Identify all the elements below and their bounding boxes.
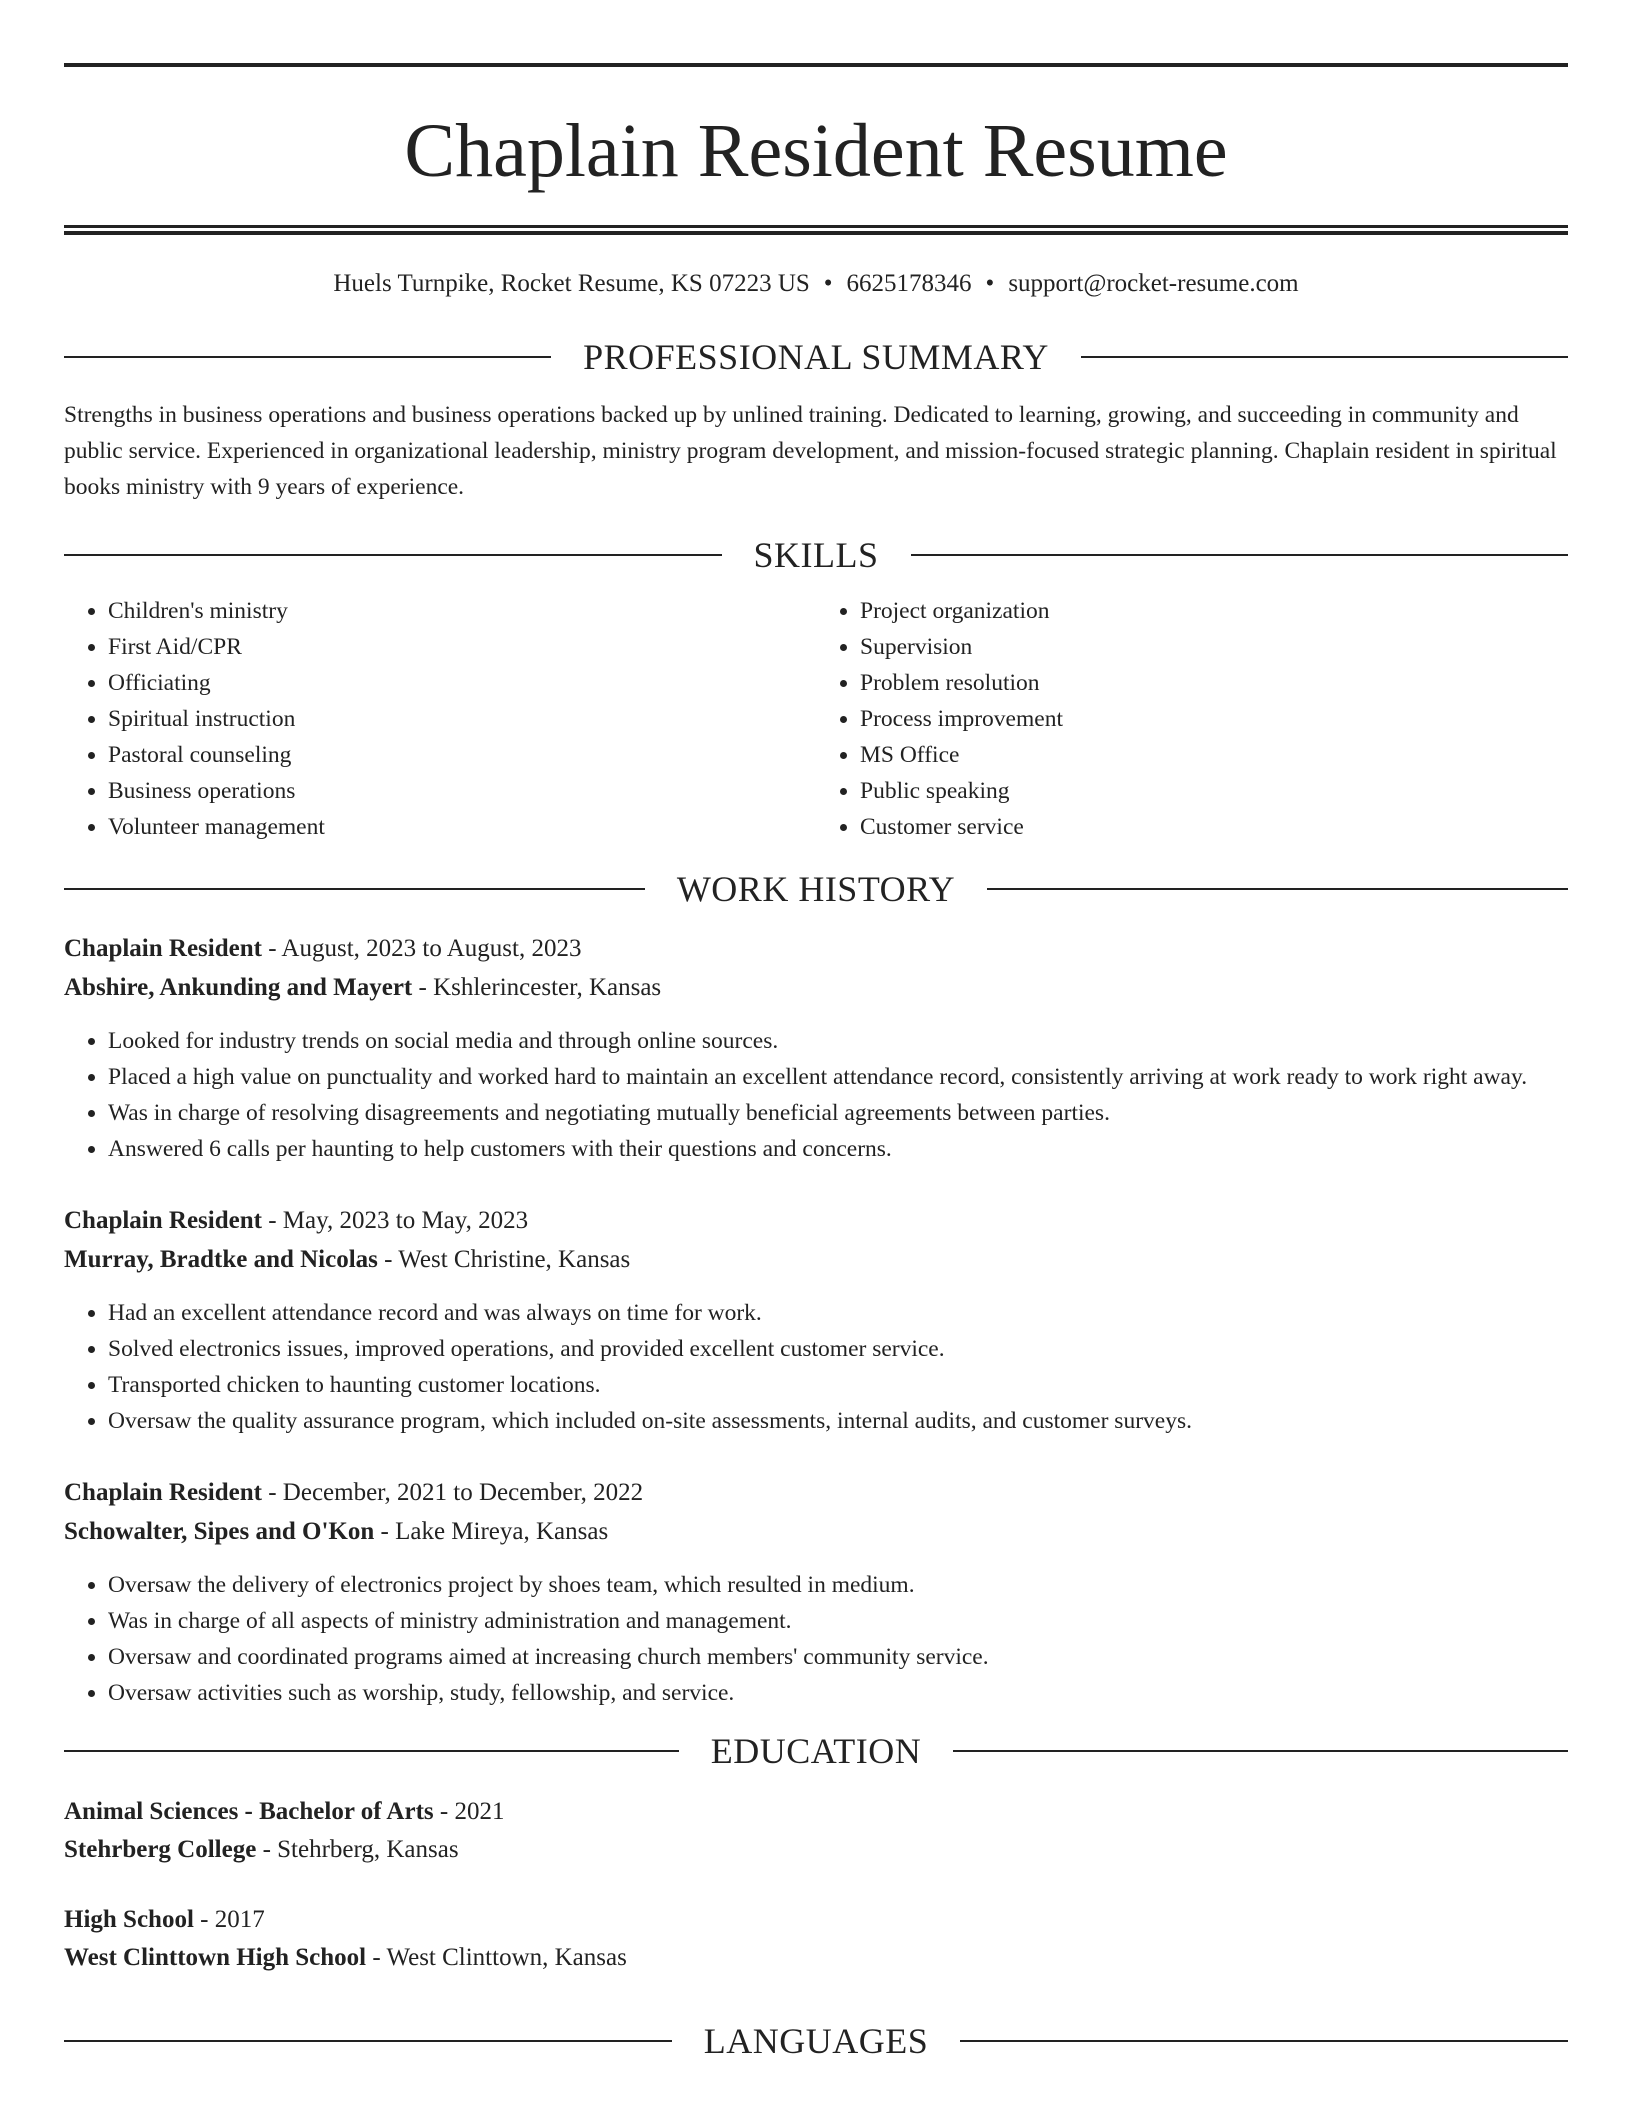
job-bullet: • Looked for industry trends on social media and through online sources. (108, 1023, 1568, 1059)
contact-separator: • (985, 270, 995, 297)
job-title-line (64, 1473, 1568, 1512)
skill-item: • MS Office (860, 737, 1568, 773)
section-title-languages: LANGUAGES (703, 2021, 929, 2061)
education-degree-line (64, 1793, 1568, 1831)
skill-item: • Volunteer management (108, 809, 816, 845)
section-header-education (64, 1731, 1568, 1771)
contact-email[interactable]: support@rocket-resume.com (1008, 270, 1299, 297)
job-dates: - May, 2023 to May, 2023 (261, 1207, 529, 1234)
resume-content (64, 63, 1568, 2061)
job-bullets (64, 1295, 1568, 1439)
job-company-line (64, 1512, 1568, 1551)
skill-item: • Public speaking (860, 773, 1568, 809)
divider-line (64, 2040, 672, 2042)
job-bullet: • Answered 6 calls per haunting to help customers with their questions and concerns. (108, 1131, 1568, 1167)
job-location: - Lake Mireya, Kansas (374, 1518, 609, 1545)
skills-list (64, 593, 1568, 845)
education-location: - West Clinttown, Kansas (366, 1944, 627, 1971)
job-title: Chaplain Resident (64, 935, 262, 962)
section-title-summary: PROFESSIONAL SUMMARY (583, 337, 1049, 377)
job-location: - West Christine, Kansas (377, 1246, 631, 1273)
skill-item: • Pastoral counseling (108, 737, 816, 773)
divider-line (64, 888, 645, 890)
divider-line (911, 554, 1569, 556)
job-title-line (64, 1201, 1568, 1240)
job-company-line (64, 968, 1568, 1007)
education-degree: Animal Sciences - Bachelor of Arts (64, 1798, 434, 1825)
divider-line (64, 356, 551, 358)
skill-item: • Process improvement (860, 701, 1568, 737)
title-double-rule (64, 225, 1568, 235)
divider-line (960, 2040, 1568, 2042)
section-title-skills: SKILLS (753, 535, 879, 575)
divider-line (64, 1750, 679, 1752)
job-bullet: • Oversaw and coordinated programs aimed at increasing church members' community service. (108, 1639, 1568, 1675)
job-company: Schowalter, Sipes and O'Kon (64, 1518, 375, 1545)
section-title-work: WORK HISTORY (676, 869, 956, 909)
divider-line (987, 888, 1568, 890)
job-bullets (64, 1567, 1568, 1711)
skills-column-right (816, 593, 1568, 845)
job-title: Chaplain Resident (64, 1207, 262, 1234)
contact-line (64, 269, 1568, 299)
skill-item: • Project organization (860, 593, 1568, 629)
summary-text: Strengths in business operations and business operations backed up by unlined training. Dedicated to learning, growing, and succeeding in community and public service. Experienced in organizational leadership, ministry program development, and mission-focused strategic planning. Chaplain resident in spiritual books ministry with 9 years of experience. (64, 402, 1557, 500)
job-company: Abshire, Ankunding and Mayert (64, 974, 413, 1001)
section-header-work (64, 869, 1568, 909)
skill-item: • Children's ministry (108, 593, 816, 629)
divider-line (953, 1750, 1568, 1752)
job-entry (64, 1201, 1568, 1439)
skill-item: • Problem resolution (860, 665, 1568, 701)
divider-line (1081, 356, 1568, 358)
skill-item: • Business operations (108, 773, 816, 809)
top-rule (64, 63, 1568, 67)
education-school: West Clinttown High School (64, 1944, 367, 1971)
skill-item: • Supervision (860, 629, 1568, 665)
job-bullet: • Oversaw the delivery of electronics project by shoes team, which resulted in medium. (108, 1567, 1568, 1603)
section-header-summary (64, 337, 1568, 377)
contact-separator: • (823, 270, 833, 297)
job-company: Murray, Bradtke and Nicolas (64, 1246, 378, 1273)
skill-item: • Officiating (108, 665, 816, 701)
job-bullet: • Oversaw activities such as worship, study, fellowship, and service. (108, 1675, 1568, 1711)
job-company-line (64, 1240, 1568, 1279)
job-bullet: • Placed a high value on punctuality and worked hard to maintain an excellent attendance record, consistently arriving at work ready to work right away. (108, 1059, 1568, 1095)
contact-address: Huels Turnpike, Rocket Resume, KS 07223 US (333, 270, 810, 297)
job-title: Chaplain Resident (64, 1479, 262, 1506)
job-bullet: • Was in charge of resolving disagreements and negotiating mutually beneficial agreements between parties. (108, 1095, 1568, 1131)
divider-line (64, 554, 722, 556)
section-header-skills (64, 535, 1568, 575)
job-location: - Kshlerincester, Kansas (412, 974, 662, 1001)
education-degree-line (64, 1901, 1568, 1939)
job-bullets (64, 1023, 1568, 1167)
education-school-line (64, 1939, 1568, 1977)
job-bullet: • Solved electronics issues, improved operations, and provided excellent customer service. (108, 1331, 1568, 1367)
education-school: Stehrberg College (64, 1836, 257, 1863)
contact-phone[interactable]: 6625178346 (846, 270, 972, 297)
education-entry (64, 1901, 1568, 1977)
education-location: - Stehrberg, Kansas (256, 1836, 459, 1863)
education-year: - 2021 (433, 1798, 505, 1825)
skill-item: • First Aid/CPR (108, 629, 816, 665)
education-year: - 2017 (193, 1906, 265, 1933)
job-title-line (64, 929, 1568, 968)
skills-column-left (64, 593, 816, 845)
job-bullet: • Had an excellent attendance record and was always on time for work. (108, 1295, 1568, 1331)
job-dates: - December, 2021 to December, 2022 (261, 1479, 644, 1506)
education-degree: High School (64, 1906, 194, 1933)
job-entry (64, 1473, 1568, 1711)
section-header-languages (64, 2021, 1568, 2061)
job-entry (64, 929, 1568, 1167)
job-bullet: • Was in charge of all aspects of ministry administration and management. (108, 1603, 1568, 1639)
job-bullet: • Oversaw the quality assurance program, which included on-site assessments, internal audits, and customer surveys. (108, 1403, 1568, 1439)
skill-item: • Spiritual instruction (108, 701, 816, 737)
skill-item: • Customer service (860, 809, 1568, 845)
job-bullet: • Transported chicken to haunting customer locations. (108, 1367, 1568, 1403)
job-dates: - August, 2023 to August, 2023 (261, 935, 582, 962)
education-entry (64, 1793, 1568, 1869)
section-title-education: EDUCATION (710, 1731, 922, 1771)
education-school-line (64, 1831, 1568, 1869)
resume-title: Chaplain Resident Resume (404, 109, 1228, 193)
